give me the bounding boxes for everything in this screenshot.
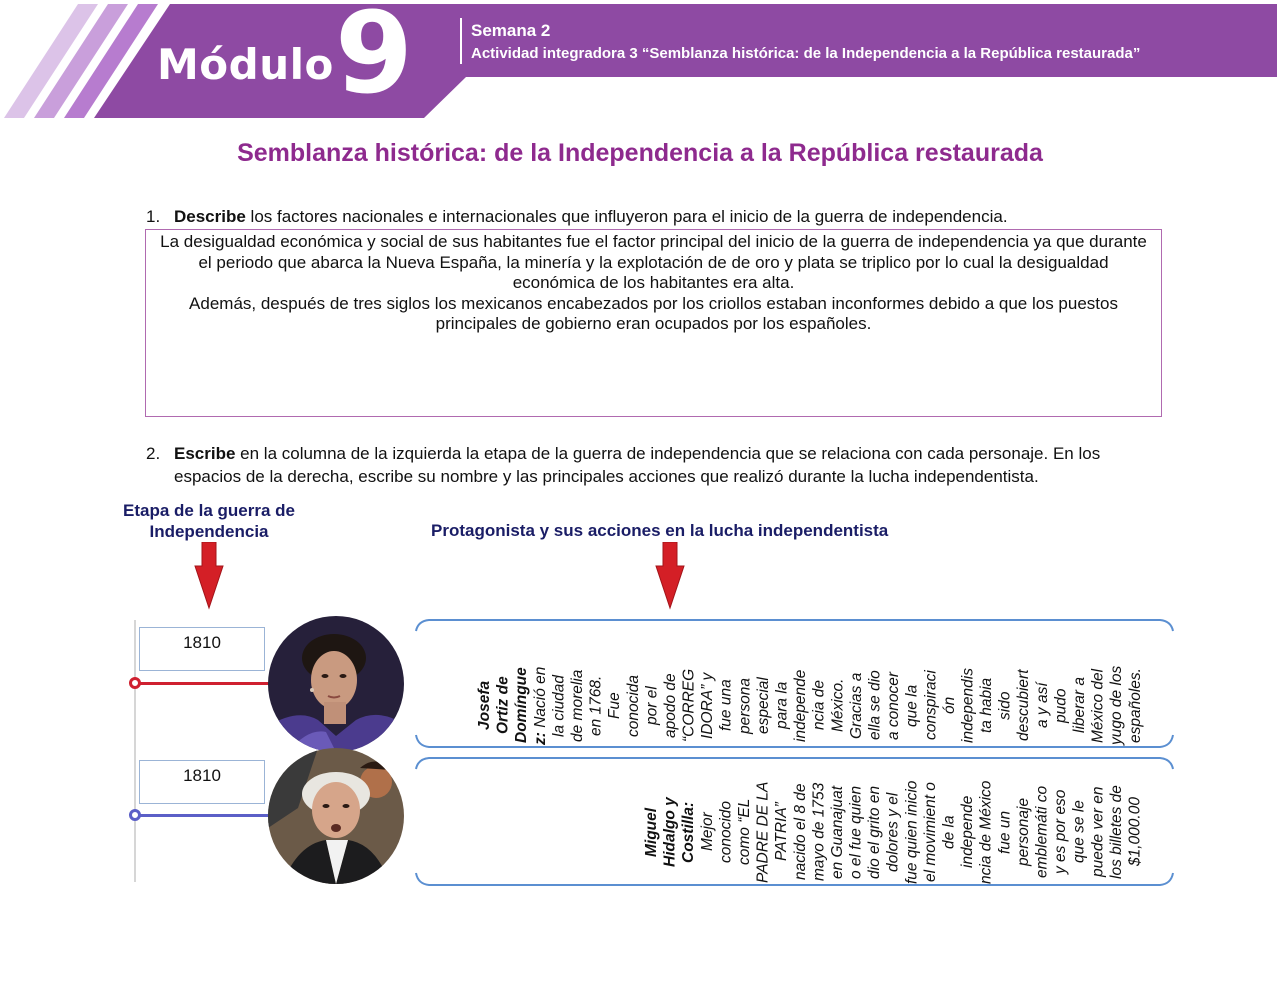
question-1-number: 1. xyxy=(146,207,161,226)
question-2-instructions: en la columna de la izquierda la etapa de la guerra de independencia que se relaciona con cada personaje. En los espacios de la derecha, escribe su nombre y las principales acciones que realizó durante la lucha independentista. xyxy=(174,444,1101,486)
down-arrow-icon xyxy=(655,542,685,610)
module-number: 9 xyxy=(335,0,413,119)
answer-box-1[interactable] xyxy=(145,229,1162,417)
answer-text-1 xyxy=(156,232,1151,335)
question-1-verb: Describe xyxy=(174,207,246,226)
protagonist-text-area-2[interactable] xyxy=(445,760,1145,884)
portrait-josefa xyxy=(268,616,404,752)
question-2-verb: Escribe xyxy=(174,444,236,463)
protagonist-text-1 xyxy=(476,665,1145,746)
timeline-connector-1 xyxy=(135,682,275,685)
timeline-node-2 xyxy=(129,809,141,821)
timeline-connector-2 xyxy=(135,814,275,817)
protagonist-actions-2: Mejor conocido como “EL PADRE DE LA PATRIA” nacido el 8 de mayo de 1753 en Guanajuat o el fue quien dio el grito en dolores y el fue quien inicio el movimient o de la independe ncia de México fue un personaje emblemáti co y es por eso que se le puede ver en los billetes de $1,000.00 xyxy=(698,780,1144,884)
protagonist-name-1: Josefa Ortiz de Domíngue z: xyxy=(475,667,549,745)
activity-label: Actividad integradora 3 “Semblanza histórica: de la Independencia a la República restaurada” xyxy=(471,45,1141,62)
stage-input-1[interactable]: 1810 xyxy=(139,627,265,671)
answer-paragraph-1: La desigualdad económica y social de sus habitantes fue el factor principal del inicio de la guerra de independencia ya que durante el periodo que abarca la Nueva España, la minería y la explotación de de oro y plata se triplico por lo cual la desigualdad económica de los habitantes era alta. xyxy=(160,232,1147,293)
timeline-axis xyxy=(134,620,136,882)
portrait-hidalgo xyxy=(268,748,404,884)
protagonist-column-heading: Protagonista y sus acciones en la lucha independentista xyxy=(431,521,889,540)
question-2-text xyxy=(174,442,1164,488)
answer-paragraph-2: Además, después de tres siglos los mexicanos encabezados por los criollos estaban inconformes debido a que los puestos principales de gobierno eran ocupados por los españoles. xyxy=(189,293,1118,334)
protagonist-text-area-1[interactable] xyxy=(445,622,1145,746)
module-word: Módulo xyxy=(157,40,334,89)
question-1-instructions: los factores nacionales e internacionales que influyeron para el inicio de la guerra de independencia. xyxy=(245,207,1008,226)
protagonist-text-2 xyxy=(643,780,1145,884)
down-arrow-icon xyxy=(194,542,224,610)
stage-column-heading: Etapa de la guerra de Independencia xyxy=(123,501,295,541)
page-title: Semblanza histórica: de la Independencia a la República restaurada xyxy=(237,139,1043,167)
question-1-text xyxy=(174,205,1154,228)
timeline-node-1 xyxy=(129,677,141,689)
protagonist-actions-1: Nació en la ciudad de morelia en 1768. Fue conocida por el apodo de “CORREG IDORA” y fue una persona especial para la independe ncia de México. Gracias a ella se dio a conocer que la conspiraci ón independis ta habia sido descubiert a y así pudo liberar a México del yugo de los españoles. xyxy=(531,665,1144,746)
protagonist-name-2: Miguel Hidalgo y Costilla: xyxy=(642,797,698,867)
question-2-number: 2. xyxy=(146,444,161,463)
stage-input-2[interactable]: 1810 xyxy=(139,760,265,804)
header-divider xyxy=(460,18,462,64)
week-label: Semana 2 xyxy=(471,21,551,40)
